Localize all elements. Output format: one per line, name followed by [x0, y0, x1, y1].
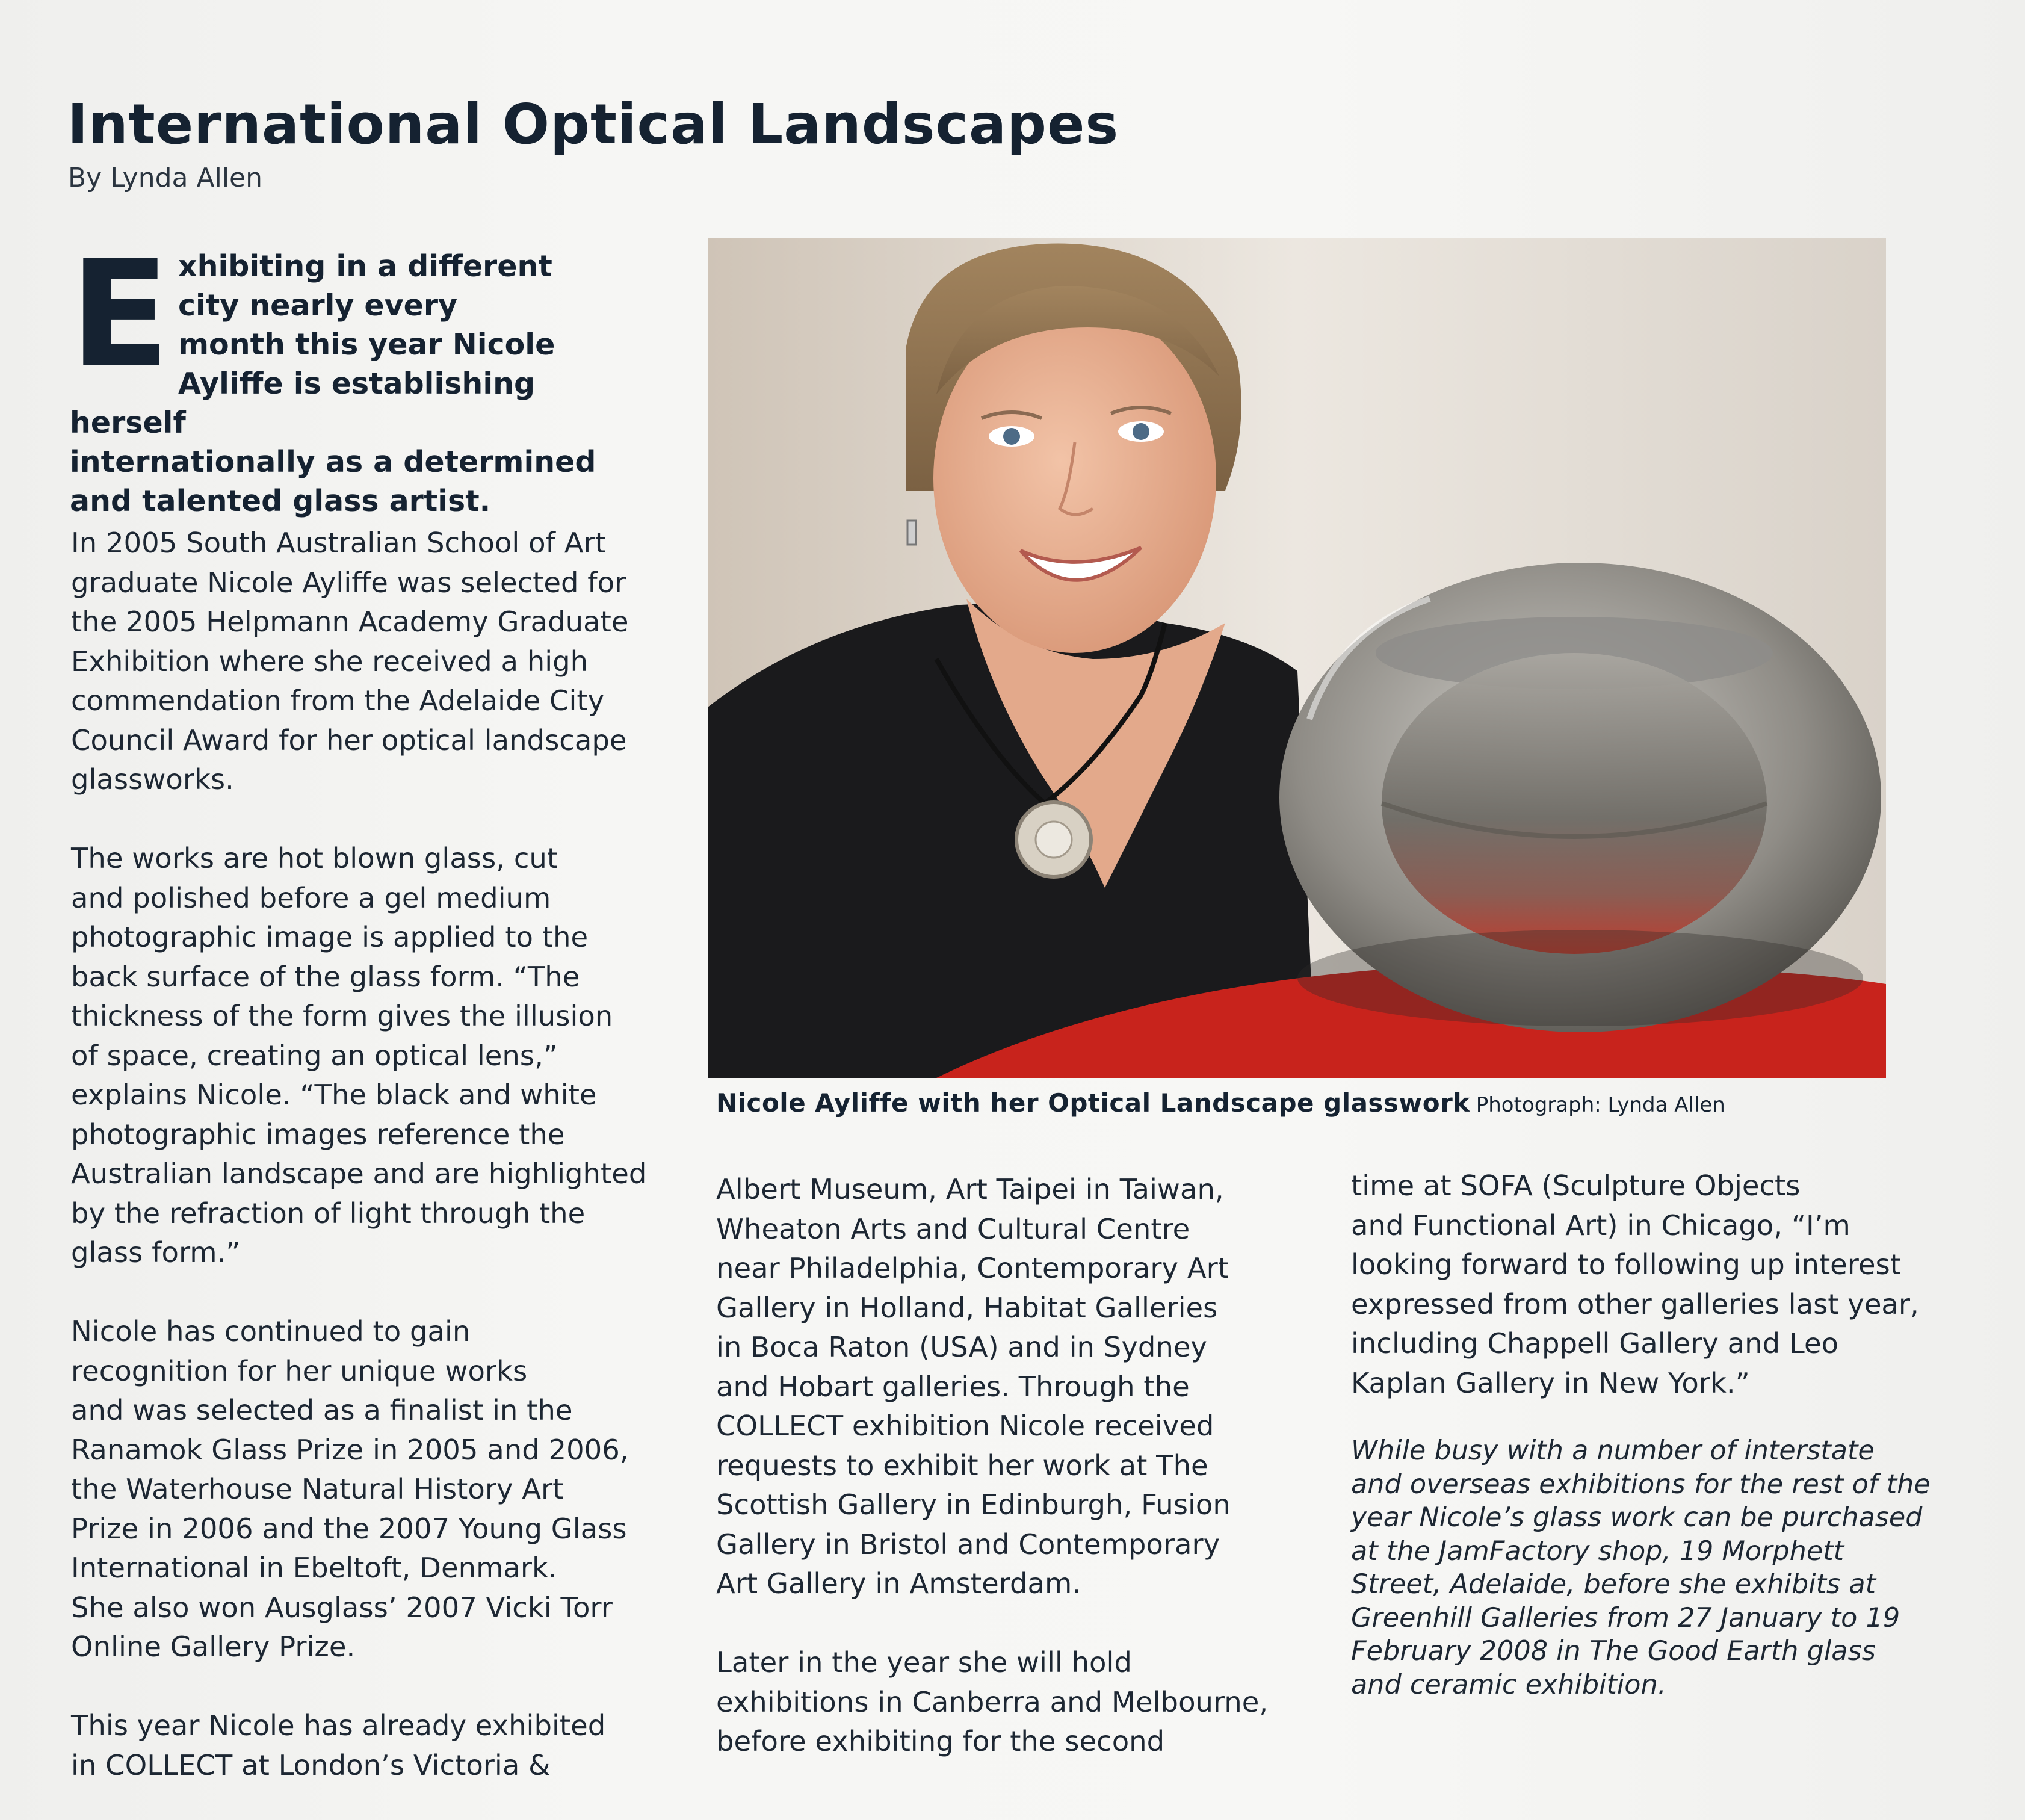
article-photo — [708, 238, 1886, 1078]
text-line: The works are hot blown glass, cut — [71, 842, 558, 874]
paragraph-gap — [71, 1667, 646, 1707]
text-line: and was selected as a finalist in the — [71, 1394, 573, 1426]
lead-line: xhibiting in a different — [178, 249, 552, 283]
article-byline: By Lynda Allen — [68, 162, 262, 193]
text-line: photographic image is applied to the — [71, 921, 589, 953]
text-line: In 2005 South Australian School of Art — [71, 527, 606, 559]
text-line: COLLECT exhibition Nicole received — [716, 1410, 1214, 1442]
article-title: International Optical Landscapes — [67, 92, 1119, 156]
caption-text: Nicole Ayliffe with her Optical Landscape glasswork — [716, 1088, 1470, 1118]
text-line: Gallery in Holland, Habitat Galleries — [716, 1291, 1218, 1324]
text-line: She also won Ausglass’ 2007 Vicki Torr — [71, 1591, 613, 1624]
column-3-text — [1351, 1166, 1931, 1403]
text-line: the 2005 Helpmann Academy Graduate — [71, 605, 629, 638]
text-line: in Boca Raton (USA) and in Sydney — [716, 1331, 1207, 1363]
body-column-2 — [716, 1170, 1268, 1762]
photo-credit: Photograph: Lynda Allen — [1476, 1093, 1725, 1117]
lead-line: and talented glass artist. — [70, 484, 491, 518]
drop-cap: E — [70, 229, 170, 400]
text-line: expressed from other galleries last year, — [1351, 1287, 1919, 1320]
paragraph-gap — [1351, 1403, 1931, 1434]
italic-note — [1351, 1434, 1931, 1701]
text-line: thickness of the form gives the illusion — [71, 1000, 613, 1032]
text-line: the Waterhouse Natural History Art — [71, 1473, 564, 1505]
text-line: and Hobart galleries. Through the — [716, 1370, 1190, 1403]
text-line: Greenhill Galleries from 27 January to 19 — [1351, 1602, 1900, 1633]
text-line: While busy with a number of interstate — [1351, 1435, 1875, 1466]
lead-line: internationally as a determined — [70, 445, 596, 479]
text-line: before exhibiting for the second — [716, 1725, 1165, 1757]
text-line: and Functional Art) in Chicago, “I’m — [1351, 1209, 1850, 1242]
text-line: glassworks. — [71, 763, 234, 796]
text-line: recognition for her unique works — [71, 1354, 528, 1387]
text-line: glass form.” — [71, 1236, 241, 1269]
text-line: year Nicole’s glass work can be purchased — [1351, 1502, 1923, 1533]
text-line: time at SOFA (Sculpture Objects — [1351, 1169, 1801, 1202]
body-column-3 — [1351, 1166, 1931, 1701]
text-line: Street, Adelaide, before she exhibits at — [1351, 1569, 1876, 1600]
body-column-1 — [71, 524, 646, 1785]
text-line: and overseas exhibitions for the rest of the — [1351, 1469, 1931, 1500]
text-line: in COLLECT at London’s Victoria & — [71, 1748, 551, 1781]
text-line: Wheaton Arts and Cultural Centre — [716, 1212, 1190, 1245]
text-line: Prize in 2006 and the 2007 Young Glass — [71, 1512, 627, 1545]
text-line: International in Ebeltoft, Denmark. — [71, 1552, 557, 1584]
text-line: by the refraction of light through the — [71, 1196, 586, 1230]
text-line: Australian landscape and are highlighted — [71, 1157, 647, 1190]
text-line: and polished before a gel medium — [71, 881, 551, 914]
text-line: back surface of the glass form. “The — [71, 960, 580, 993]
text-line: Online Gallery Prize. — [71, 1630, 356, 1663]
text-line: photographic images reference the — [71, 1118, 565, 1151]
text-line: This year Nicole has already exhibited — [71, 1709, 606, 1742]
lead-paragraph — [70, 229, 611, 521]
text-line: Exhibition where she received a high — [71, 645, 589, 678]
text-line: exhibitions in Canberra and Melbourne, — [716, 1685, 1269, 1718]
text-line: at the JamFactory shop, 19 Morphett — [1351, 1535, 1844, 1567]
lead-line: Ayliffe is establishing herself — [70, 367, 536, 440]
text-line: Scottish Gallery in Edinburgh, Fusion — [716, 1488, 1231, 1521]
paragraph-gap — [71, 1273, 646, 1313]
text-line: Art Gallery in Amsterdam. — [716, 1567, 1081, 1600]
paragraph-gap — [71, 800, 646, 840]
text-line: Kaplan Gallery in New York.” — [1351, 1366, 1750, 1399]
text-line: explains Nicole. “The black and white — [71, 1079, 597, 1111]
portrait-illustration — [708, 238, 1886, 1078]
text-line: of space, creating an optical lens,” — [71, 1039, 558, 1072]
text-line: Gallery in Bristol and Contemporary — [716, 1528, 1220, 1561]
text-line: and ceramic exhibition. — [1351, 1669, 1666, 1700]
text-line: including Chappell Gallery and Leo — [1351, 1327, 1839, 1360]
lead-line: city nearly every — [178, 288, 457, 323]
photo-caption — [716, 1088, 1725, 1118]
text-line: Ranamok Glass Prize in 2005 and 2006, — [71, 1433, 629, 1466]
text-line: Later in the year she will hold — [716, 1646, 1132, 1679]
text-line: looking forward to following up interest — [1351, 1248, 1901, 1281]
text-line: Albert Museum, Art Taipei in Taiwan, — [716, 1173, 1224, 1206]
text-line: graduate Nicole Ayliffe was selected for — [71, 566, 626, 599]
text-line: Council Award for her optical landscape — [71, 723, 627, 757]
text-line: requests to exhibit her work at The — [716, 1449, 1208, 1482]
text-line: commendation from the Adelaide City — [71, 684, 605, 717]
text-line: Nicole has continued to gain — [71, 1315, 471, 1348]
lead-line: month this year Nicole — [178, 327, 555, 362]
text-line: February 2008 in The Good Earth glass — [1351, 1636, 1876, 1667]
text-line: near Philadelphia, Contemporary Art — [716, 1252, 1229, 1284]
paragraph-gap — [716, 1604, 1268, 1644]
